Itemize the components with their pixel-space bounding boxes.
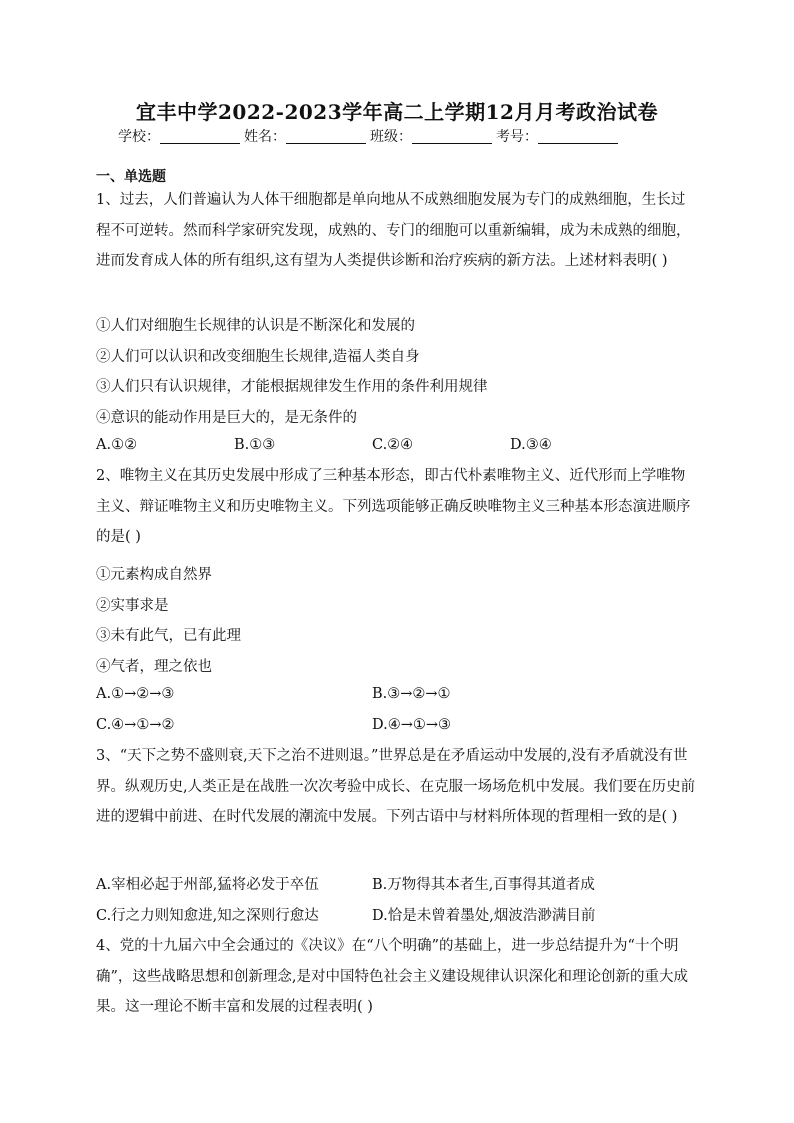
question-2-item-4: ④气者，理之依也 xyxy=(96,659,212,675)
question-2-option-c: C.④→①→② xyxy=(96,717,175,733)
question-3-stem: 3、“天下之势不盛则衰,天下之治不进则退。”世界总是在矛盾运动中发展的,没有矛盾就没有世界。纵观历史,人类正是在战胜一次次考验中成长、在克服一场场危机中发展。我们要在历史前进的逻辑中前进、在时代发展的潮流中发展。下列古语中与材料所体现的哲理相一致的是( ) xyxy=(96,748,696,825)
question-1-stem: 1、过去，人们普遍认为人体干细胞都是单向地从不成熟细胞发展为专门的成熟细胞，生长过程不可逆转。然而科学家研究发现，成熟的、专门的细胞可以重新编辑，成为未成熟的细胞，进而发育成人体的所有组织,这有望为人类提供诊断和治疗疾病的新方法。上述材料表明( ) xyxy=(96,192,691,269)
student-info-line xyxy=(118,126,618,146)
question-3-option-a: A.宰相必起于州部,猛将必发于卒伍 xyxy=(96,877,319,893)
exam-number-blank xyxy=(538,129,618,144)
name-blank xyxy=(286,129,366,144)
question-3-option-b: B.万物得其本者生,百事得其道者成 xyxy=(372,877,595,893)
question-1-item-3: ③人们只有认识规律，才能根据规律发生作用的条件利用规律 xyxy=(96,379,488,395)
question-1-option-d: D.③④ xyxy=(510,437,552,453)
question-1-item-2: ②人们可以认识和改变细胞生长规律,造福人类自身 xyxy=(96,349,420,365)
name-label: 姓名： xyxy=(244,129,286,145)
question-2-item-2: ②实事求是 xyxy=(96,598,169,614)
question-2-option-b: B.③→②→① xyxy=(372,686,451,702)
question-2-item-3: ③未有此气，已有此理 xyxy=(96,628,241,644)
school-label: 学校： xyxy=(118,129,160,145)
question-1-option-a: A.①② xyxy=(96,437,138,453)
question-1-option-b: B.①③ xyxy=(234,437,276,453)
class-blank xyxy=(412,129,492,144)
section-heading: 一、单选题 xyxy=(96,169,166,185)
class-label: 班级： xyxy=(370,129,412,145)
exam-number-label: 考号： xyxy=(496,129,538,145)
question-2-item-1: ①元素构成自然界 xyxy=(96,567,212,583)
question-2-stem: 2、唯物主义在其历史发展中形成了三种基本形态，即古代朴素唯物主义、近代形而上学唯物主义、辩证唯物主义和历史唯物主义。下列选项能够正确反映唯物主义三种基本形态演进顺序的是( ) xyxy=(96,468,691,545)
question-1-option-c: C.②④ xyxy=(372,437,414,453)
school-blank xyxy=(160,129,240,144)
question-2-option-a: A.①→②→③ xyxy=(96,686,175,702)
question-1-item-1: ①人们对细胞生长规律的认识是不断深化和发展的 xyxy=(96,318,415,334)
question-2-option-d: D.④→①→③ xyxy=(372,717,452,733)
question-3-option-d: D.恰是未曾着墨处,烟波浩渺满目前 xyxy=(372,908,596,924)
exam-title: 宜丰中学2022-2023学年高二上学期12月月考政治试卷 xyxy=(136,100,658,124)
question-3-option-c: C.行之力则知愈进,知之深则行愈达 xyxy=(96,908,319,924)
question-4-stem: 4、党的十九届六中全会通过的《决议》在“八个明确”的基础上，进一步总结提升为“十个明确”，这些战略思想和创新理念,是对中国特色社会主义建设规律认识深化和理论创新的重大成果。这一理论不断丰富和发展的过程表明( ) xyxy=(96,938,689,1015)
question-1-item-4: ④意识的能动作用是巨大的，是无条件的 xyxy=(96,410,357,426)
